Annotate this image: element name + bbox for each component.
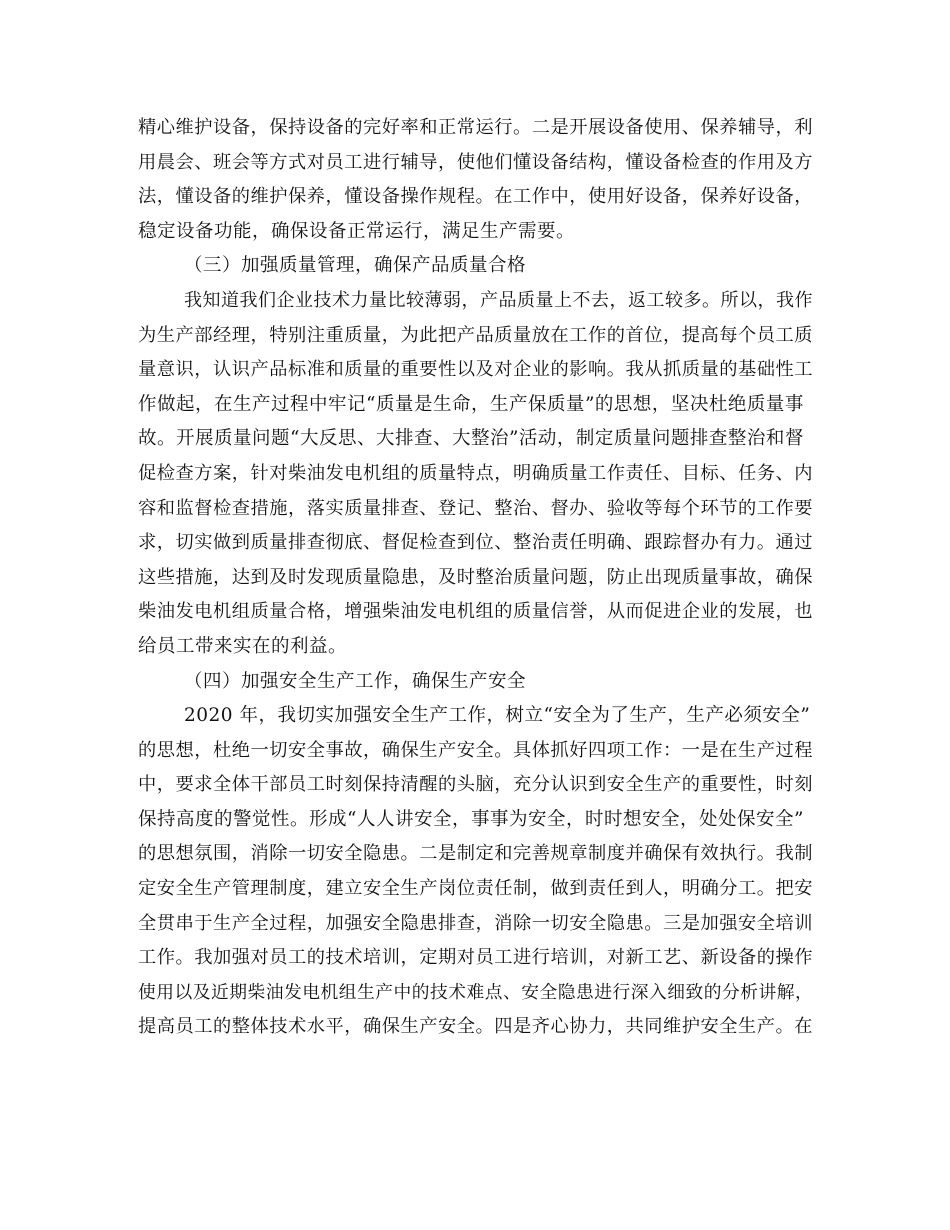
text-line: 容和监督检查措施，落实质量排查、登记、整治、督办、验收等每个环节的工作要 xyxy=(138,497,813,519)
section-heading-3: （三）加强质量管理，确保产品质量合格 xyxy=(184,255,527,277)
text-line: 定安全生产管理制度，建立安全生产岗位责任制，做到责任到人，明确分工。把安 xyxy=(138,878,813,900)
text-line: 量意识，认识产品标准和质量的重要性以及对企业的影响。我从抓质量的基础性工 xyxy=(138,359,813,381)
text-line: 作做起，在生产过程中牢记“质量是生命，生产保质量”的思想，坚决杜绝质量事 xyxy=(138,393,804,415)
text-line: 2020 年，我切实加强安全生产工作，树立“安全为了生产，生产必须安全” xyxy=(184,705,811,727)
text-line: 给员工带来实在的利益。 xyxy=(138,635,348,657)
text-line: 用晨会、班会等方式对员工进行辅导，使他们懂设备结构，懂设备检查的作用及方 xyxy=(138,151,813,173)
text-line: 为生产部经理，特别注重质量，为此把产品质量放在工作的首位，提高每个员工质 xyxy=(138,324,813,346)
text-line: 中，要求全体干部员工时刻保持清醒的头脑，充分认识到安全生产的重要性，时刻 xyxy=(138,774,813,796)
text-line: 保持高度的警觉性。形成“人人讲安全，事事为安全，时时想安全，处处保安全” xyxy=(138,808,804,830)
text-line: 稳定设备功能，确保设备正常运行，满足生产需要。 xyxy=(138,220,576,242)
text-line: 的思想氛围，消除一切安全隐患。二是制定和完善规章制度并确保有效执行。我制 xyxy=(138,843,813,865)
document-body xyxy=(138,111,818,1045)
text-line: 求，切实做到质量排查彻底、督促检查到位、整治责任明确、跟踪督办有力。通过 xyxy=(138,532,813,554)
text-line: 这些措施，达到及时发现质量隐患，及时整治质量问题，防止出现质量事故，确保 xyxy=(138,566,813,588)
text-line: 促检查方案，针对柴油发电机组的质量特点，明确质量工作责任、目标、任务、内 xyxy=(138,462,813,484)
text-line: 我知道我们企业技术力量比较薄弱，产品质量上不去，返工较多。所以，我作 xyxy=(184,289,813,311)
text-line: 柴油发电机组质量合格，增强柴油发电机组的质量信誉，从而促进企业的发展，也 xyxy=(138,601,813,623)
text-line: 工作。我加强对员工的技术培训，定期对员工进行培训，对新工艺、新设备的操作 xyxy=(138,947,813,969)
text-line: 故。开展质量问题“大反思、大排查、大整治”活动，制定质量问题排查整治和督 xyxy=(138,428,804,450)
text-line: 的思想，杜绝一切安全事故，确保生产安全。具体抓好四项工作：一是在生产过程 xyxy=(138,739,813,761)
text-line: 精心维护设备，保持设备的完好率和正常运行。二是开展设备使用、保养辅导，利 xyxy=(138,117,813,138)
text-line: 法，懂设备的维护保养，懂设备操作规程。在工作中，使用好设备，保养好设备， xyxy=(138,186,813,208)
text-line: 使用以及近期柴油发电机组生产中的技术难点、安全隐患进行深入细致的分析讲解， xyxy=(138,982,814,1003)
section-heading-4: （四）加强安全生产工作，确保生产安全 xyxy=(184,670,527,692)
text-line: 全贯串于生产全过程，加强安全隐患排查，消除一切安全隐患。三是加强安全培训 xyxy=(138,912,813,934)
text-line: 提高员工的整体技术水平，确保生产安全。四是齐心协力，共同维护安全生产。在 xyxy=(138,1016,813,1038)
